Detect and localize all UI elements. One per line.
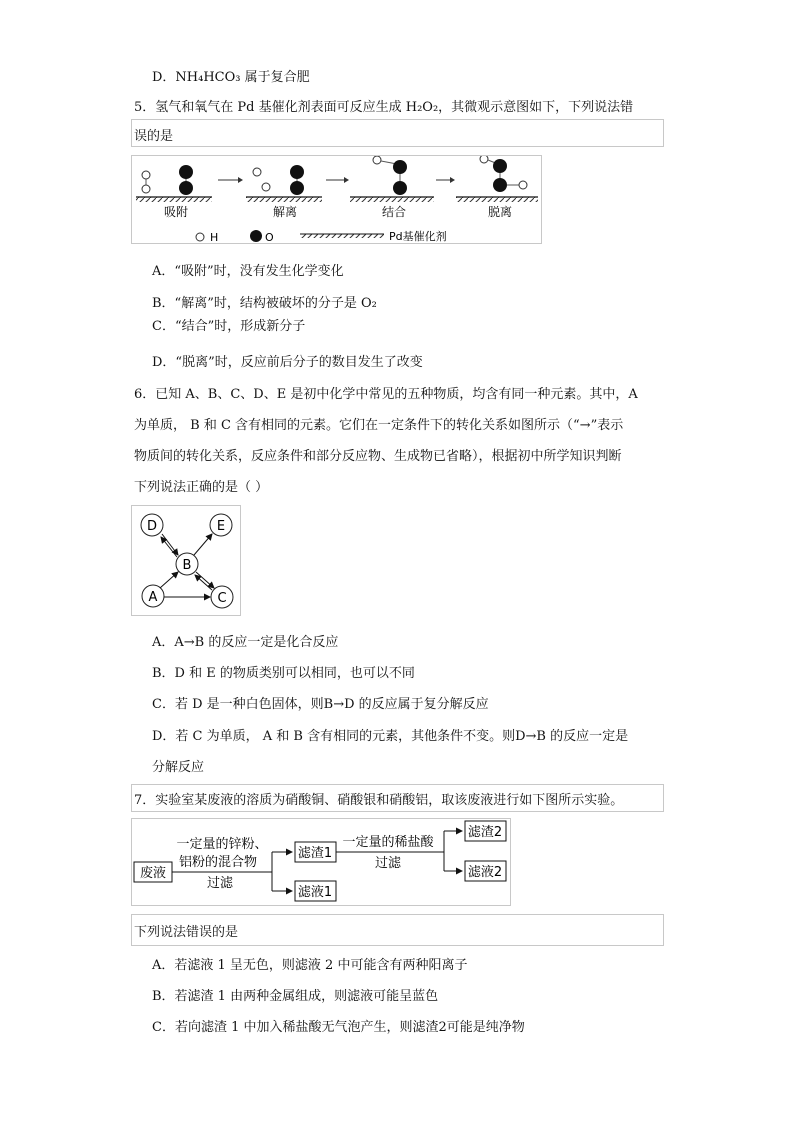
legend-catalyst: Pd基催化剂 — [389, 230, 447, 242]
q7-option-a: A．若滤液 1 呈无色，则滤液 2 中可能含有两种阳离子 — [152, 958, 468, 973]
option-d-fertilizer: D．NH₄HCO₃ 属于复合肥 — [152, 70, 310, 85]
q5-option-d: D．“脱离”时，反应前后分子的数目发生了改变 — [152, 355, 423, 370]
question-6-line-1: 6．已知 A、B、C、D、E 是初中化学中常见的五种物质，均含有同一种元素。其中，A — [134, 387, 638, 402]
question-5-line-2: 误的是 — [134, 129, 174, 144]
question-6-line-3: 物质间的转化关系，反应条件和部分反应物、生成物已省略），根据初中所学知识判断 — [134, 449, 622, 464]
q7-flowchart — [132, 819, 508, 903]
q6-option-a: A．A→B 的反应一定是化合反应 — [152, 635, 339, 650]
waste-label: 废液 — [139, 866, 167, 881]
node-label: E — [216, 519, 226, 534]
question-5-line-1: 5．氢气和氧气在 Pd 基催化剂表面可反应生成 H₂O₂，其微观示意图如下，下列说法错 — [134, 100, 634, 115]
q6-relation-diagram — [132, 506, 238, 613]
q7-option-b: B．若滤渣 1 由两种金属组成，则滤液可能呈蓝色 — [152, 989, 439, 1004]
stage-desorption — [480, 156, 527, 192]
q6-option-b: B．D 和 E 的物质类别可以相同，也可以不同 — [152, 666, 415, 681]
node-label: B — [182, 558, 192, 573]
q7-option-c: C．若向滤渣 1 中加入稀盐酸无气泡产生，则滤渣2可能是纯净物 — [152, 1020, 525, 1035]
step2-label: 一定量的稀盐酸 — [342, 835, 434, 850]
q5-option-b: B．“解离”时，结构被破坏的分子是 O₂ — [152, 296, 377, 311]
residue2-label: 滤渣2 — [467, 825, 503, 840]
residue1-label: 滤渣1 — [297, 846, 333, 861]
q6-option-d: D．若 C 为单质， A 和 B 含有相同的元素，其他条件不变。则D→B 的反应一定是 — [152, 729, 629, 744]
catalyst-legend-icon — [300, 234, 384, 238]
step1-line-a: 一定量的锌粉、 — [176, 837, 268, 852]
arrow-icon — [238, 177, 243, 183]
arrow-icon — [344, 177, 349, 183]
question-6-line-4: 下列说法正确的是（ ） — [134, 480, 269, 495]
legend-h: H — [210, 231, 219, 242]
legend-o: O — [265, 231, 274, 242]
node-label: C — [217, 591, 227, 606]
stage-label: 吸附 — [163, 205, 189, 219]
question-7-prompt: 下列说法错误的是 — [134, 925, 239, 940]
catalyst-surface — [136, 197, 538, 202]
stage-dissociation — [253, 165, 304, 195]
q5-option-c: C．“结合”时，形成新分子 — [152, 319, 306, 334]
q6-option-c: C．若 D 是一种白色固体，则B→D 的反应属于复分解反应 — [152, 697, 489, 712]
question-5-stem-box — [131, 119, 664, 147]
step1-line-b: 铝粉的混合物 — [178, 855, 258, 870]
stage-label: 脱离 — [487, 205, 513, 219]
q5-option-a: A．“吸附”时，没有发生化学变化 — [152, 264, 344, 279]
step1-filter: 过滤 — [206, 876, 234, 891]
filtrate2-label: 滤液2 — [467, 865, 503, 880]
arrow-icon — [450, 177, 455, 183]
stage-combination — [373, 156, 407, 195]
node-label: A — [148, 590, 158, 605]
node-label: D — [146, 519, 158, 534]
hydrogen-legend-icon — [196, 233, 204, 241]
question-6-line-2: 为单质， B 和 C 含有相同的元素。它们在一定条件下的转化关系如图所示（“→”表示 — [134, 418, 624, 433]
stage-adsorption — [142, 165, 193, 195]
q5-micro-diagram — [132, 156, 539, 242]
stage-label: 结合 — [381, 205, 407, 219]
q6-option-d-continued: 分解反应 — [152, 760, 205, 775]
step2-filter: 过滤 — [374, 856, 402, 871]
question-7-line: 7．实验室某废液的溶质为硝酸铜、硝酸银和硝酸铝，取该废液进行如下图所示实验。 — [134, 793, 624, 808]
stage-label: 解离 — [272, 205, 298, 219]
filtrate1-label: 滤液1 — [297, 885, 333, 900]
oxygen-legend-icon — [250, 230, 262, 242]
